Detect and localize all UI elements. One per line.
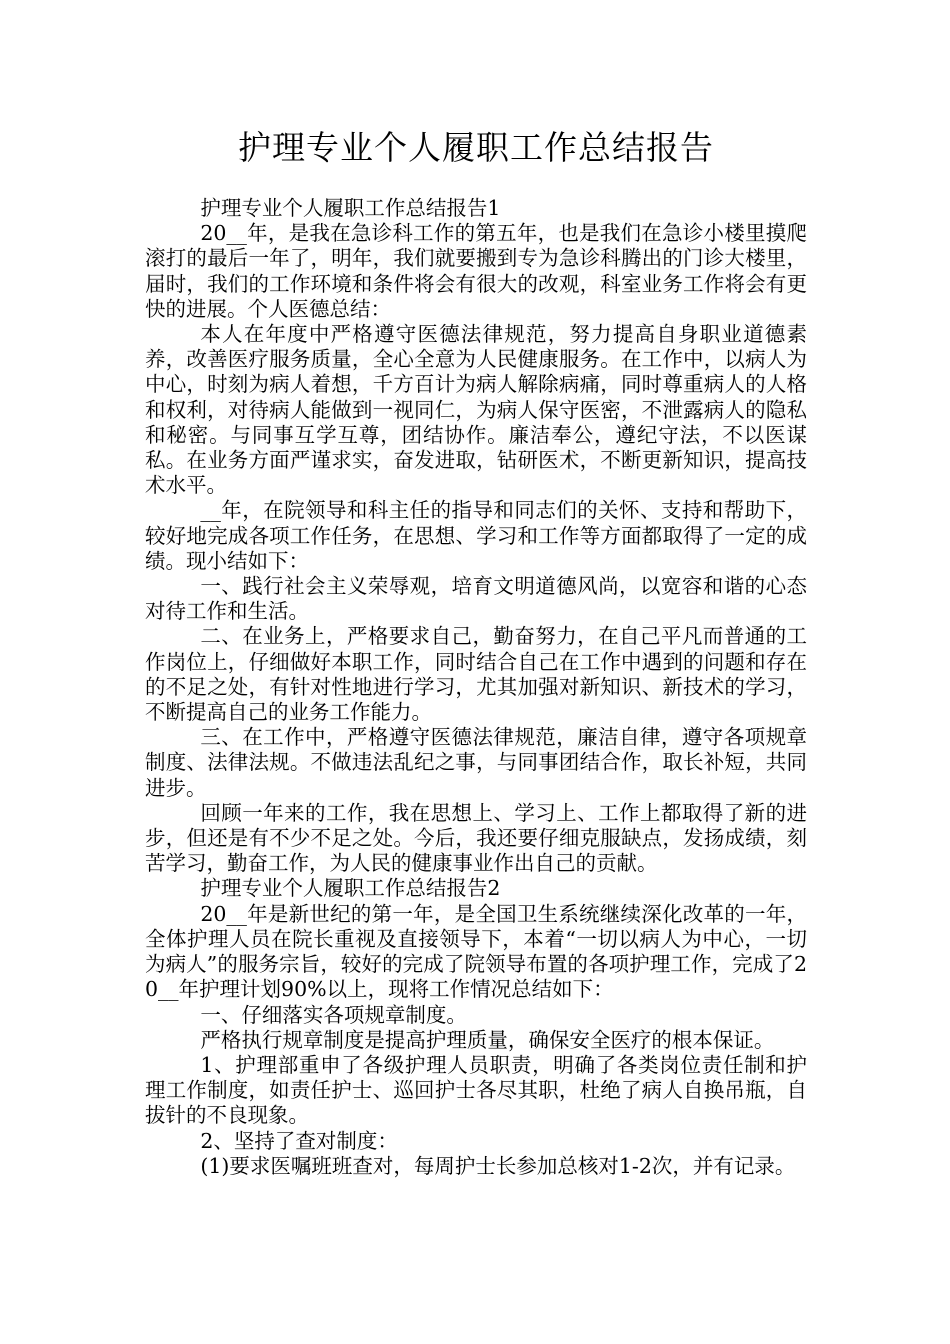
paragraph: 2、坚持了查对制度： (200, 1128, 398, 1153)
paragraph: 一、仔细落实各项规章制度。 (200, 1002, 467, 1027)
paragraph: 三、在工作中，严格遵守医德法律规范，廉洁自律，遵守各项规章制度、法律法规。不做违法乱纪之事，与同事团结合作，取长补短，共同进步。 (145, 725, 807, 800)
paragraph: 一、践行社会主义荣辱观，培育文明道德风尚，以宽容和谐的心态对待工作和生活。 (145, 574, 807, 624)
paragraph: 20__年是新世纪的第一年，是全国卫生系统继续深化改革的一年，全体护理人员在院长重视及直接领导下，本着“一切以病人为中心，一切为病人”的服务宗旨，较好的完成了院领导布置的各项护理工作，完成了20__年护理计划90%以上，现将工作情况总结如下： (145, 901, 807, 1002)
paragraph: 严格执行规章制度是提高护理质量，确保安全医疗的根本保证。 (200, 1027, 775, 1052)
paragraph: (1)要求医嘱班班查对，每周护士长参加总核对1-2次，并有记录。 (200, 1153, 796, 1178)
paragraph: 20__年，是我在急诊科工作的第五年，也是我们在急诊小楼里摸爬滚打的最后一年了，明年，我们就要搬到专为急诊科腾出的门诊大楼里，届时，我们的工作环境和条件将会有很大的改观，科室业务工作将会有更快的进展。个人医德总结： (145, 221, 807, 321)
section-heading-2: 护理专业个人履职工作总结报告2 (200, 876, 501, 901)
document-body (145, 196, 807, 1179)
paragraph: 二、在业务上，严格要求自己，勤奋努力，在自己平凡而普通的工作岗位上，仔细做好本职工作，同时结合自己在工作中遇到的问题和存在的不足之处，有针对性地进行学习，尤其加强对新知识、新技术的学习，不断提高自己的业务工作能力。 (145, 624, 807, 725)
paragraph: __年，在院领导和科主任的指导和同志们的关怀、支持和帮助下，较好地完成各项工作任务，在思想、学习和工作等方面都取得了一定的成绩。现小结如下： (145, 498, 807, 573)
paragraph: 1、护理部重申了各级护理人员职责，明确了各类岗位责任制和护理工作制度，如责任护士、巡回护士各尽其职，杜绝了病人自换吊瓶，自拔针的不良现象。 (145, 1052, 807, 1128)
section-heading-1: 护理专业个人履职工作总结报告1 (200, 196, 501, 220)
paragraph: 本人在年度中严格遵守医德法律规范，努力提高自身职业道德素养，改善医疗服务质量，全心全意为人民健康服务。在工作中，以病人为中心，时刻为病人着想，千方百计为病人解除病痛，同时尊重病人的人格和权利，对待病人能做到一视同仁，为病人保守医密，不泄露病人的隐私和秘密。与同事互学互尊，团结协作。廉洁奉公，遵纪守法，不以医谋私。在业务方面严谨求实，奋发进取，钻研医术，不断更新知识，提高技术水平。 (145, 322, 807, 498)
document-title: 护理专业个人履职工作总结报告 (238, 128, 714, 167)
paragraph: 回顾一年来的工作，我在思想上、学习上、工作上都取得了新的进步，但还是有不少不足之处。今后，我还要仔细克服缺点，发扬成绩，刻苦学习，勤奋工作，为人民的健康事业作出自己的贡献。 (145, 800, 807, 876)
document-page (145, 128, 807, 1179)
